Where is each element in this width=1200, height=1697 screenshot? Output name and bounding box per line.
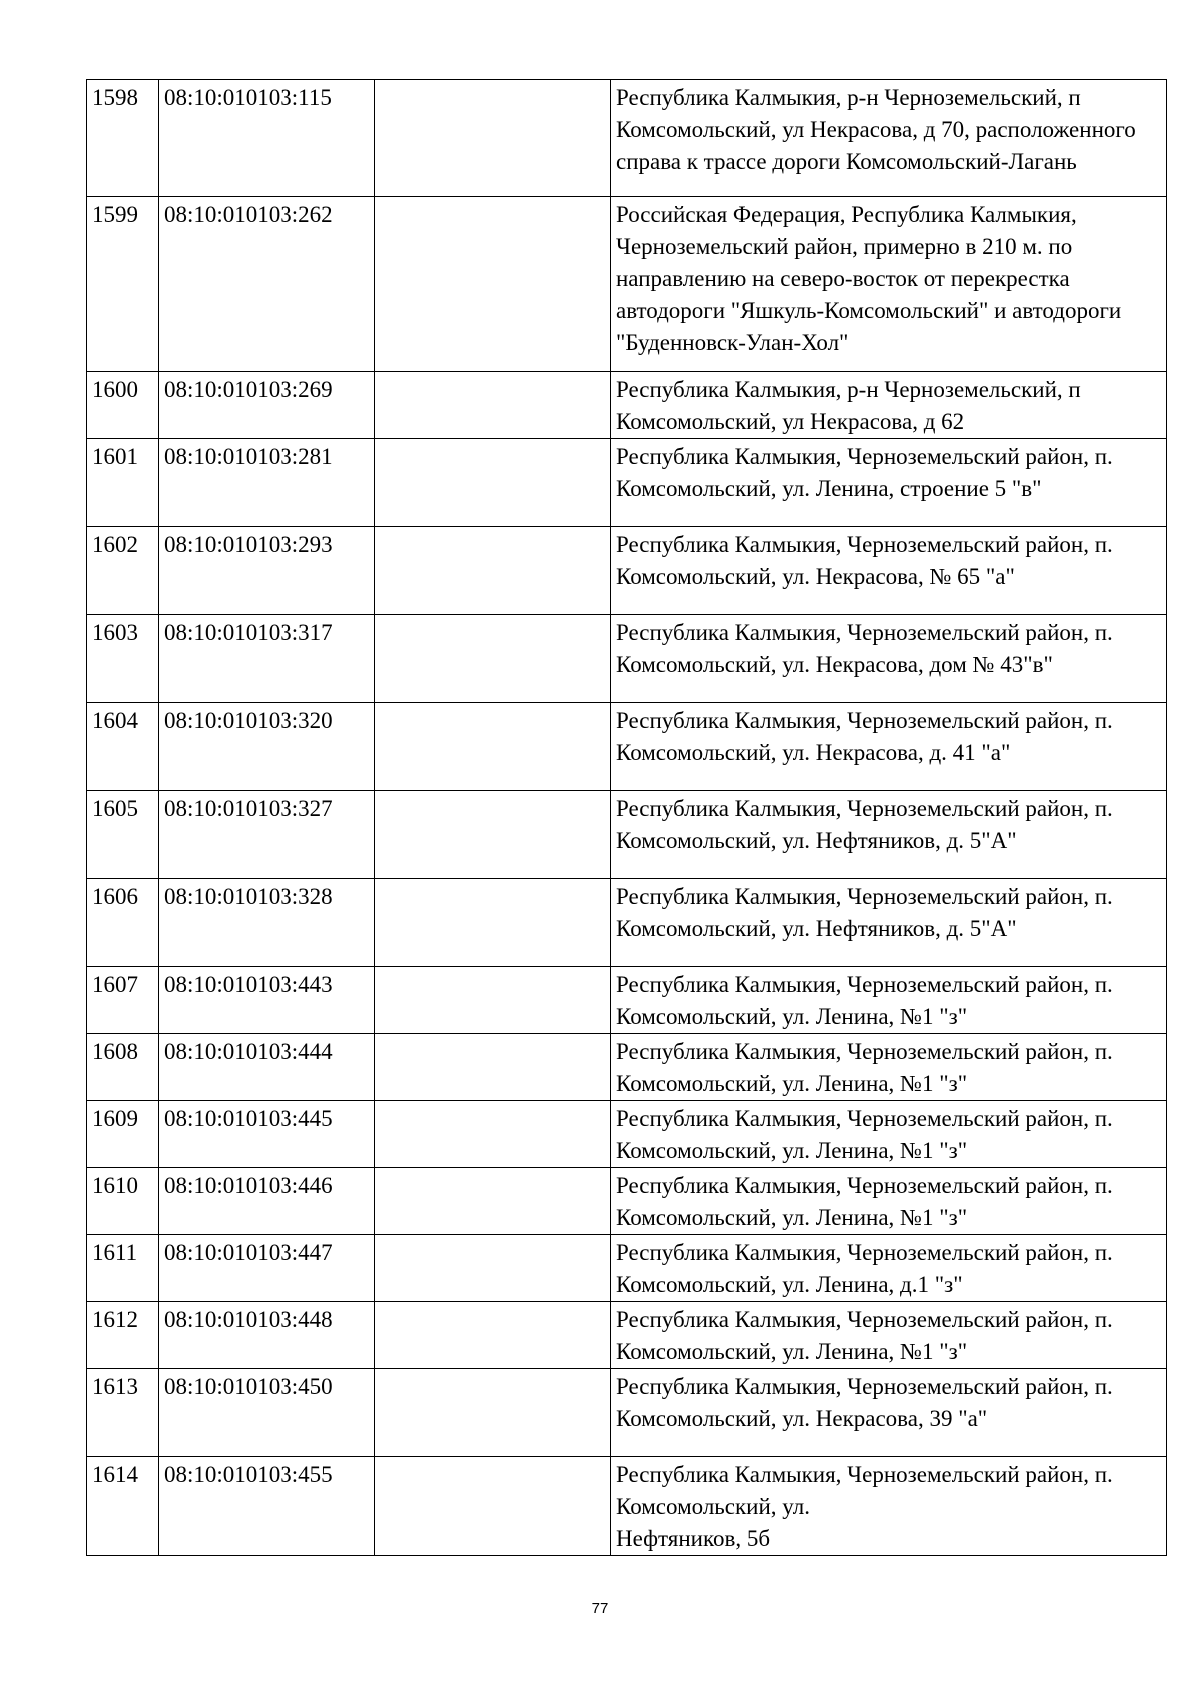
table-row (87, 703, 1167, 791)
registry-table (86, 79, 1167, 1556)
cell-empty (375, 967, 611, 1034)
cell-row-number: 1612 (87, 1302, 159, 1369)
cell-cadastral-number: 08:10:010103:447 (159, 1235, 375, 1302)
cell-address: Республика Калмыкия, Черноземельский район, п. Комсомольский, ул. Ленина, №1 "з" (611, 1101, 1167, 1168)
cell-cadastral-number: 08:10:010103:445 (159, 1101, 375, 1168)
cell-cadastral-number: 08:10:010103:328 (159, 879, 375, 967)
cell-address: Республика Калмыкия, Черноземельский район, п. Комсомольский, ул. Ленина, строение 5 "в" (611, 439, 1167, 527)
table-row (87, 372, 1167, 439)
table-row (87, 1369, 1167, 1457)
cell-cadastral-number: 08:10:010103:448 (159, 1302, 375, 1369)
cell-row-number: 1606 (87, 879, 159, 967)
cell-address: Республика Калмыкия, Черноземельский район, п. Комсомольский, ул. Ленина, д.1 "з" (611, 1235, 1167, 1302)
cell-empty (375, 1302, 611, 1369)
cell-address: Республика Калмыкия, Черноземельский район, п. Комсомольский, ул. Ленина, №1 "з" (611, 1302, 1167, 1369)
cell-row-number: 1600 (87, 372, 159, 439)
table-row (87, 1101, 1167, 1168)
table-row (87, 1168, 1167, 1235)
cell-cadastral-number: 08:10:010103:317 (159, 615, 375, 703)
cell-address: Республика Калмыкия, Черноземельский район, п. Комсомольский, ул. Ленина, №1 "з" (611, 1168, 1167, 1235)
cell-address: Российская Федерация, Республика Калмыкия, Черноземельский район, примерно в 210 м. по направлению на северо-восток от перекрестка автодороги "Яшкуль-Комсомольский" и автодороги "Буденновск-Улан-Хол" (611, 197, 1167, 372)
table-row (87, 439, 1167, 527)
cell-address: Республика Калмыкия, р-н Черноземельский, п Комсомольский, ул Некрасова, д 62 (611, 372, 1167, 439)
cell-row-number: 1608 (87, 1034, 159, 1101)
cell-cadastral-number: 08:10:010103:446 (159, 1168, 375, 1235)
cell-address: Республика Калмыкия, Черноземельский район, п. Комсомольский, ул. Некрасова, дом № 43"в" (611, 615, 1167, 703)
cell-empty (375, 791, 611, 879)
cell-address: Республика Калмыкия, р-н Черноземельский, п Комсомольский, ул Некрасова, д 70, расположенного справа к трассе дороги Комсомольский-Лагань (611, 80, 1167, 197)
cell-row-number: 1610 (87, 1168, 159, 1235)
table-row (87, 615, 1167, 703)
cell-row-number: 1599 (87, 197, 159, 372)
cell-cadastral-number: 08:10:010103:115 (159, 80, 375, 197)
cell-row-number: 1598 (87, 80, 159, 197)
cell-row-number: 1605 (87, 791, 159, 879)
table-row (87, 967, 1167, 1034)
cell-address: Республика Калмыкия, Черноземельский район, п. Комсомольский, ул. Некрасова, д. 41 "а" (611, 703, 1167, 791)
cell-empty (375, 527, 611, 615)
table-row (87, 1034, 1167, 1101)
cell-row-number: 1601 (87, 439, 159, 527)
registry-table-body (87, 80, 1167, 1556)
page-number: 77 (591, 1600, 609, 1617)
cell-empty (375, 439, 611, 527)
table-row (87, 879, 1167, 967)
table-row (87, 791, 1167, 879)
table-row (87, 197, 1167, 372)
cell-address: Республика Калмыкия, Черноземельский район, п. Комсомольский, ул. Нефтяников, д. 5"А" (611, 879, 1167, 967)
cell-empty (375, 1235, 611, 1302)
table-row (87, 80, 1167, 197)
table-row (87, 1457, 1167, 1556)
cell-address: Республика Калмыкия, Черноземельский район, п. Комсомольский, ул. Нефтяников, 5б (611, 1457, 1167, 1556)
cell-empty (375, 703, 611, 791)
cell-cadastral-number: 08:10:010103:293 (159, 527, 375, 615)
cell-empty (375, 1457, 611, 1556)
cell-row-number: 1611 (87, 1235, 159, 1302)
cell-empty (375, 80, 611, 197)
table-row (87, 1235, 1167, 1302)
cell-row-number: 1607 (87, 967, 159, 1034)
cell-empty (375, 372, 611, 439)
cell-cadastral-number: 08:10:010103:269 (159, 372, 375, 439)
cell-address: Республика Калмыкия, Черноземельский район, п. Комсомольский, ул. Некрасова, № 65 "а" (611, 527, 1167, 615)
cell-empty (375, 1369, 611, 1457)
cell-cadastral-number: 08:10:010103:455 (159, 1457, 375, 1556)
cell-address: Республика Калмыкия, Черноземельский район, п. Комсомольский, ул. Ленина, №1 "з" (611, 967, 1167, 1034)
cell-empty (375, 615, 611, 703)
cell-row-number: 1602 (87, 527, 159, 615)
cell-empty (375, 197, 611, 372)
cell-empty (375, 1168, 611, 1235)
cell-row-number: 1614 (87, 1457, 159, 1556)
cell-empty (375, 1034, 611, 1101)
cell-cadastral-number: 08:10:010103:327 (159, 791, 375, 879)
cell-row-number: 1603 (87, 615, 159, 703)
cell-row-number: 1613 (87, 1369, 159, 1457)
cell-cadastral-number: 08:10:010103:450 (159, 1369, 375, 1457)
cell-address: Республика Калмыкия, Черноземельский район, п. Комсомольский, ул. Нефтяников, д. 5"А" (611, 791, 1167, 879)
cell-address: Республика Калмыкия, Черноземельский район, п. Комсомольский, ул. Некрасова, 39 "а" (611, 1369, 1167, 1457)
cell-empty (375, 1101, 611, 1168)
cell-cadastral-number: 08:10:010103:262 (159, 197, 375, 372)
cell-empty (375, 879, 611, 967)
cell-address: Республика Калмыкия, Черноземельский район, п. Комсомольский, ул. Ленина, №1 "з" (611, 1034, 1167, 1101)
cell-cadastral-number: 08:10:010103:281 (159, 439, 375, 527)
cell-row-number: 1609 (87, 1101, 159, 1168)
table-row (87, 1302, 1167, 1369)
cell-row-number: 1604 (87, 703, 159, 791)
table-row (87, 527, 1167, 615)
cell-cadastral-number: 08:10:010103:443 (159, 967, 375, 1034)
cell-cadastral-number: 08:10:010103:320 (159, 703, 375, 791)
cell-cadastral-number: 08:10:010103:444 (159, 1034, 375, 1101)
